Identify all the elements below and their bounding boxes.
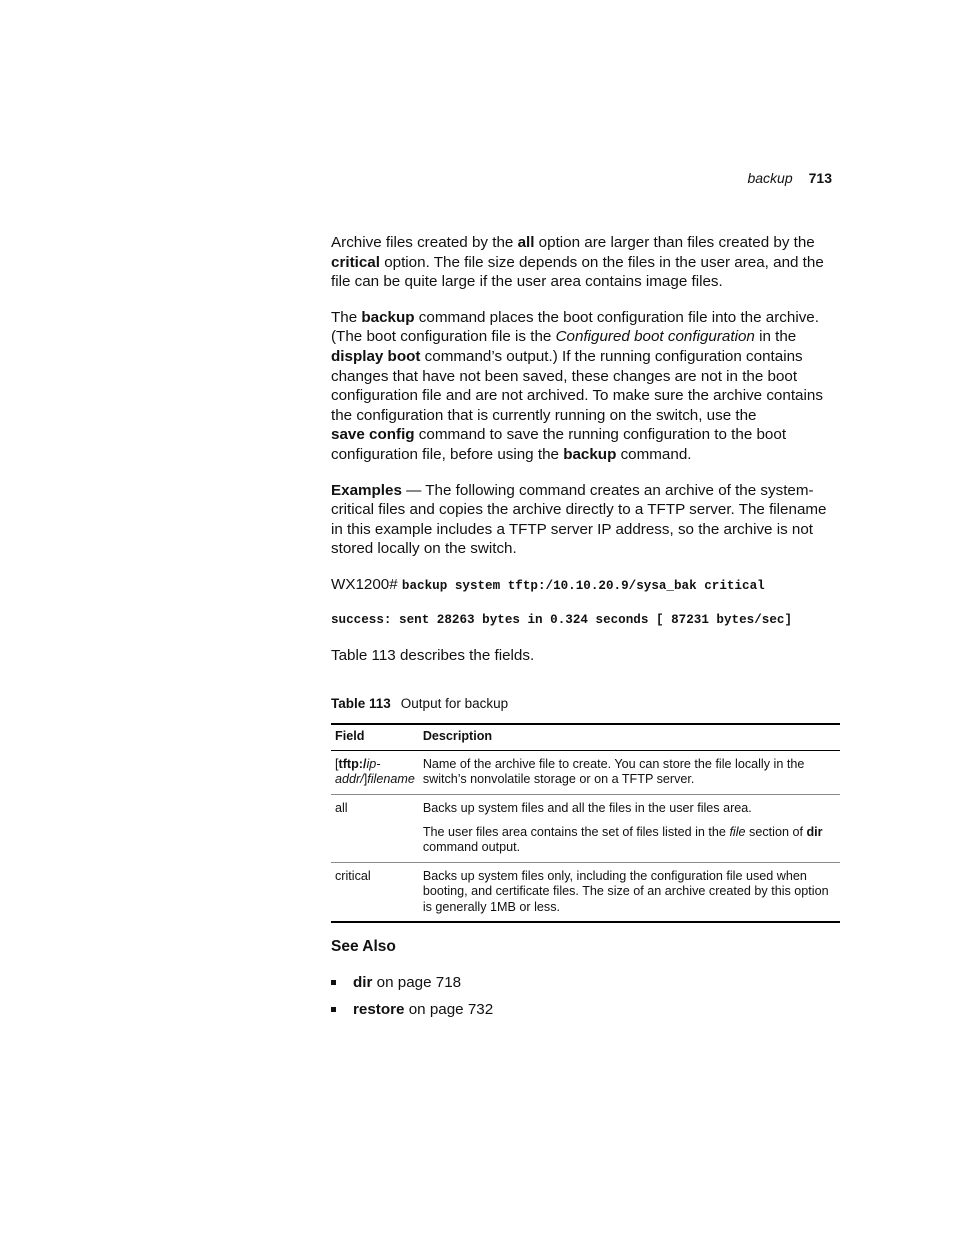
field-cell: all [335, 800, 348, 815]
table-row [331, 862, 840, 922]
table-row [331, 794, 840, 862]
page-number: 713 [808, 170, 832, 186]
description-cell: Name of the archive file to create. You can store the file locally in the switch’s nonvolatile storage or on a TFTP server. [422, 756, 805, 787]
header-section-title: backup [747, 170, 793, 186]
cli-prompt: WX1200# [331, 575, 402, 593]
see-also-link-restore[interactable]: restore [353, 1001, 405, 1019]
backup-description-paragraph: The backup command places the boot configuration file into the archive. (The boot configuration file is the Configured boot configuration in the display boot command’s output.) If the running configuration contains changes that have not been saved, these changes are not in the boot configuration file and are not archived. To make sure the archive contains the configuration that is currently running on the switch, use the save config command to save the running configuration to the boot configuration file, before using the backup command. [331, 308, 823, 463]
backup-fields-table [331, 723, 840, 923]
description-column-header: Description [422, 729, 493, 744]
command-output: success: sent 28263 bytes in 0.324 seconds [ 87231 bytes/sec] [331, 612, 793, 627]
page-content [331, 233, 841, 1028]
list-item: restore on page 732 [331, 1000, 841, 1020]
running-header [600, 170, 832, 186]
list-item: dir on page 718 [331, 973, 841, 993]
see-also-list [331, 973, 841, 1020]
see-also-heading: See Also [331, 937, 396, 955]
table-reference-paragraph: Table 113 describes the fields. [331, 647, 535, 665]
field-cell: [tftp:/ip-addr/]filename [335, 756, 415, 787]
description-cell: Backs up system files only, including the configuration file used when booting, and certificate files. The size of an archive created by this option is generally 1MB or less. [422, 868, 829, 914]
cli-command: backup system tftp:/10.10.20.9/sysa_bak critical [401, 578, 765, 593]
examples-paragraph: Examples — The following command creates an archive of the system-critical files and copies the archive directly to a TFTP server. The filename in this example includes a TFTP server IP address, so the archive is not stored locally on the switch. [331, 481, 827, 558]
field-column-header: Field [335, 729, 365, 744]
description-cell: Backs up system files and all the files in the user files area. The user files area contains the set of files listed in the file section of dir command output. [422, 800, 823, 855]
command-example [331, 575, 841, 597]
intro-paragraph: Archive files created by the all option are larger than files created by the critical option. The file size depends on the files in the user area, and the file can be quite large if the user area contains image files. [331, 234, 824, 291]
field-cell: critical [335, 868, 371, 883]
bullet-icon [331, 1007, 336, 1012]
table-caption: Table 113 Output for backup [331, 695, 509, 711]
bullet-icon [331, 980, 336, 985]
table-row [331, 750, 840, 794]
see-also-link-dir[interactable]: dir [353, 973, 373, 991]
table-header-row [331, 724, 840, 750]
